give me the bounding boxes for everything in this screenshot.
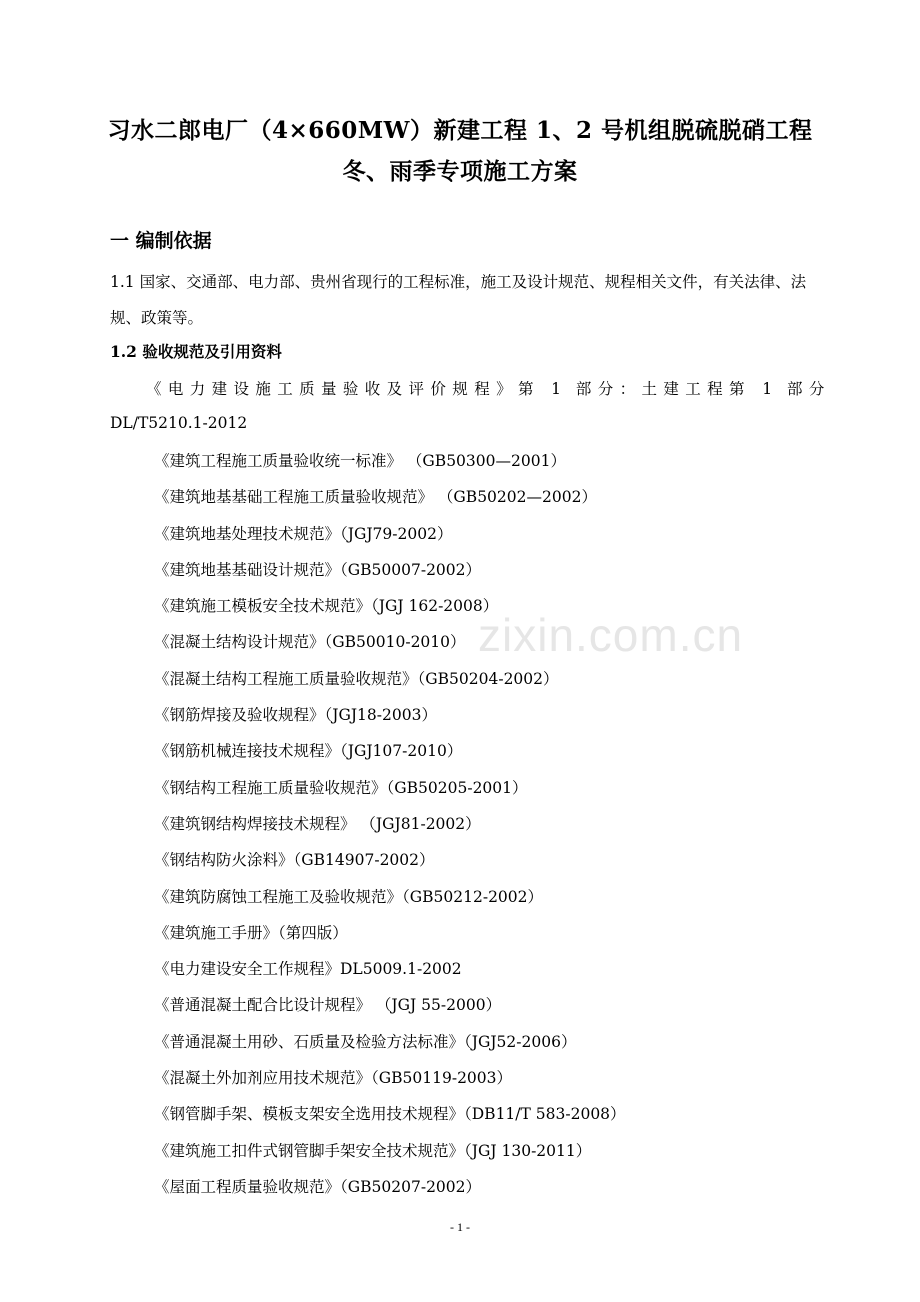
reference-item: 《钢结构工程施工质量验收规范》（GB50205-2001） [154, 778, 528, 797]
page-number: - 1 - [450, 1220, 470, 1234]
reference-item: 《混凝土结构工程施工质量验收规范》（GB50204-2002） [154, 669, 559, 688]
reference-item: 《建筑防腐蚀工程施工及验收规范》（GB50212-2002） [154, 887, 544, 906]
reference-item: 《钢筋焊接及验收规程》（JGJ18-2003） [154, 706, 437, 725]
reference-item: 《普通混凝土配合比设计规程》 （JGJ 55-2000） [154, 996, 502, 1015]
reference-item: 《钢筋机械连接技术规程》（JGJ107-2010） [154, 742, 463, 761]
document-title-line2: 冬、雨季专项施工方案 [342, 158, 578, 185]
reference-first [110, 372, 828, 440]
section-heading-basis: 一 编制依据 [110, 230, 212, 252]
document-title-line1: 习水二郎电厂（4×660MW）新建工程 1、2 号机组脱硫脱硝工程 [107, 117, 813, 144]
reference-item: 《建筑施工扣件式钢管脚手架安全技术规范》（JGJ 130-2011） [154, 1141, 592, 1160]
reference-item: 《建筑地基处理技术规范》（JGJ79-2002） [154, 524, 453, 543]
reference-item: 《建筑钢结构焊接技术规程》 （JGJ81-2002） [154, 814, 481, 833]
reference-item: 《建筑地基基础工程施工质量验收规范》 （GB50202—2002） [154, 488, 597, 507]
reference-item: 《建筑地基基础设计规范》（GB50007-2002） [154, 560, 482, 579]
reference-item: 《混凝土结构设计规范》（GB50010-2010） [154, 633, 466, 652]
reference-item: 《建筑施工手册》（第四版） [154, 923, 348, 942]
reference-item: 《建筑施工模板安全技术规范》（JGJ 162-2008） [154, 597, 499, 616]
reference-first-title: 《电力建设施工质量验收及评价规程》第 1 部分：土建工程第 1 部分 [146, 380, 828, 398]
reference-item: 《电力建设安全工作规程》DL5009.1-2002 [154, 960, 462, 979]
reference-first-code: DL/T5210.1-2012 [110, 414, 248, 432]
reference-item: 《钢管脚手架、模板支架安全选用技术规程》（DB11/T 583-2008） [154, 1105, 626, 1124]
reference-item: 《屋面工程质量验收规范》（GB50207-2002） [154, 1177, 482, 1196]
reference-item: 《混凝土外加剂应用技术规范》（GB50119-2003） [154, 1069, 513, 1088]
reference-list [154, 443, 626, 1205]
reference-item: 《建筑工程施工质量验收统一标准》 （GB50300—2001） [154, 452, 566, 470]
reference-item: 《普通混凝土用砂、石质量及检验方法标准》（JGJ52-2006） [154, 1032, 577, 1051]
subheading-1-2: 1.2 验收规范及引用资料 [110, 342, 282, 361]
watermark: zixin.com.cn [478, 609, 744, 661]
reference-item: 《钢结构防火涂料》（GB14907-2002） [154, 851, 435, 870]
paragraph-1-1: 1.1 国家、交通部、电力部、贵州省现行的工程标准，施工及设计规范、规程相关文件，有关法律、法规、政策等。 [110, 273, 807, 327]
